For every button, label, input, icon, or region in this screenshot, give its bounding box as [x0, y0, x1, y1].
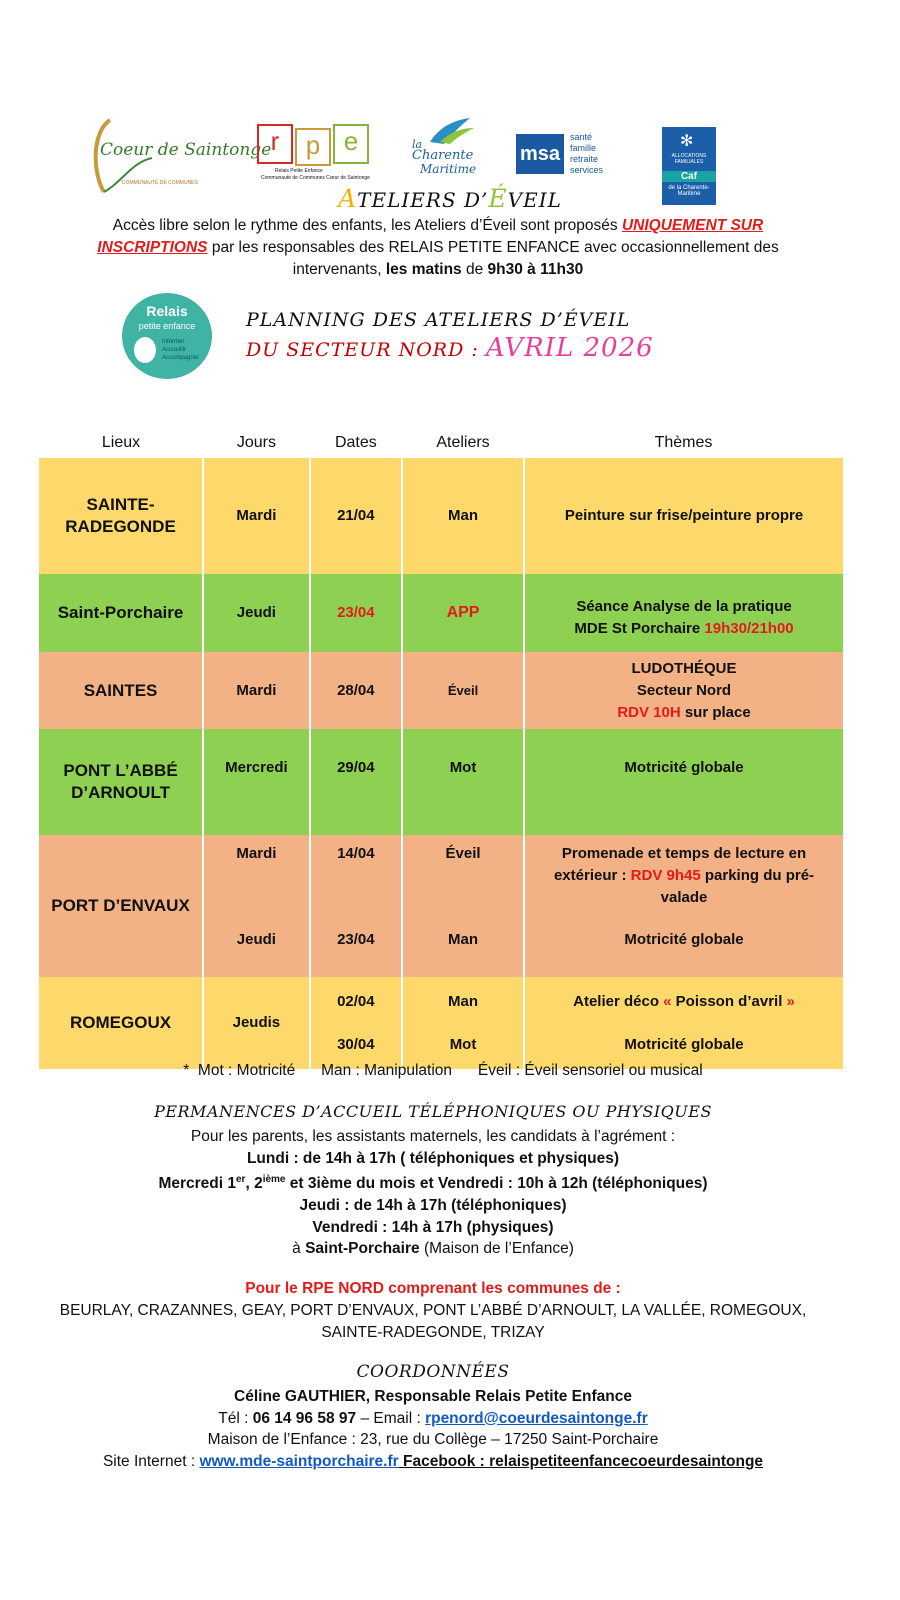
intro-text-3: de — [461, 261, 488, 278]
legend: * Mot : Motricité Man : Manipulation Éveil : Éveil sensoriel ou musical — [183, 1062, 703, 1079]
communes-block — [0, 1278, 866, 1344]
charente-maritime-logo — [410, 116, 480, 178]
relais-petite-enfance-logo — [122, 293, 212, 379]
theme-hours: 19h30/21h00 — [704, 620, 794, 637]
msa-logo — [516, 132, 628, 176]
row-date: 21/04 — [310, 458, 402, 574]
charente-la: la — [412, 138, 423, 151]
title-a: A — [338, 184, 358, 213]
table-row — [39, 835, 843, 977]
header-dates: Dates — [334, 434, 377, 451]
row-theme — [524, 977, 843, 1069]
coeur-logo-sub: COMMUNAUTÉ DE COMMUNES — [122, 180, 198, 186]
rpe-letter-p: p — [295, 128, 331, 166]
row-lieu: SAINTE-RADEGONDE — [39, 458, 203, 574]
mercredi-text: , 2 — [245, 1175, 263, 1193]
table-row — [39, 977, 843, 1069]
theme-rdv: RDV 10H — [617, 703, 681, 721]
coordonnees-block — [0, 1386, 866, 1472]
lieu-town: Saint-Porchaire — [305, 1240, 420, 1258]
msa-line-3: retraite — [570, 154, 599, 164]
hand-icon — [134, 337, 156, 363]
row-lieu: PORT D’ENVAUX — [39, 835, 203, 977]
maritime-name: Maritime — [420, 162, 477, 176]
theme-line: Secteur Nord — [636, 681, 732, 699]
ateliers-title — [0, 184, 900, 213]
rpe-letter-r: r — [257, 124, 293, 164]
row-theme — [524, 574, 843, 652]
row-date: 28/04 — [310, 652, 402, 729]
rpe-logo — [255, 124, 370, 186]
planning-line-2 — [246, 334, 654, 364]
permanence-lundi: Lundi : de 14h à 17h ( téléphoniques et physiques) — [246, 1149, 620, 1167]
row-jour: Jeudis — [203, 977, 310, 1069]
intro-matins: les matins — [385, 261, 462, 278]
rpe-sub1: Relais Petite Enfance — [275, 168, 323, 174]
mercredi-text: et 3ième du mois et Vendredi : 10h à 12h (téléphoniques) — [285, 1175, 708, 1193]
row-lieu: PONT L’ABBÉ D’ARNOULT — [39, 729, 203, 835]
title-mid: TELIERS D’ — [357, 188, 489, 212]
sub-atelier: Éveil — [445, 845, 481, 862]
row-atelier — [402, 835, 524, 977]
communes-title: Pour le RPE NORD comprenant les communes de : — [245, 1280, 621, 1297]
contact-name: Céline GAUTHIER, Responsable Relais Petite Enfance — [234, 1388, 632, 1405]
sub-jour: Mardi — [236, 845, 277, 862]
row-atelier: Éveil — [402, 652, 524, 729]
table-row — [39, 729, 843, 835]
row-theme — [524, 835, 843, 977]
row-jour: Mardi — [203, 652, 310, 729]
theme-line: LUDOTHÉQUE — [631, 659, 737, 677]
caf-line-2: Caf — [662, 171, 716, 182]
title-e: É — [488, 184, 508, 213]
mercredi-text: Mercredi 1 — [158, 1175, 236, 1193]
header-ateliers: Ateliers — [436, 434, 490, 451]
row-date — [310, 835, 402, 977]
planning-table — [39, 428, 843, 1069]
planning-line-1: PLANNING DES ATELIERS D’ÉVEIL — [246, 309, 631, 331]
tel-label: Tél : — [218, 1409, 253, 1427]
table-row — [39, 458, 843, 574]
quote-close: » — [786, 992, 795, 1010]
permanence-mercredi — [0, 1169, 866, 1195]
permanences-title: PERMANENCES D’ACCUEIL TÉLÉPHONIQUES OU PHYSIQUES — [154, 1102, 712, 1121]
header-lieux: Lieux — [101, 434, 141, 451]
web-line — [0, 1451, 866, 1473]
row-lieu: ROMEGOUX — [39, 977, 203, 1069]
site-label: Site Internet : — [102, 1452, 200, 1470]
phone-number[interactable]: 06 14 96 58 97 — [252, 1409, 357, 1427]
sub-theme — [531, 991, 837, 1034]
row-theme: Peinture sur frise/peinture propre — [524, 458, 843, 574]
table-row — [39, 574, 843, 652]
row-jour — [203, 835, 310, 977]
sup-er: er — [236, 1174, 246, 1186]
facebook-link[interactable]: Facebook : relaispetiteenfancecoeurdesaintonge — [398, 1452, 764, 1470]
sub-atelier: Mot — [449, 1035, 477, 1053]
header-jours: Jours — [236, 434, 276, 451]
row-atelier: APP — [402, 574, 524, 652]
table-header-row — [39, 428, 843, 458]
theme-text: Atelier déco — [573, 992, 664, 1010]
planning-secteur: DU SECTEUR NORD : — [246, 339, 486, 361]
website-link[interactable]: www.mde-saintporchaire.fr — [199, 1452, 399, 1470]
intro-inscriptions: UNIQUEMENT SUR INSCRIPTIONS — [97, 217, 764, 256]
intro-text-2: par les responsables des RELAIS PETITE ENFANCE avec occasionnellement des intervenants, — [207, 239, 779, 278]
relais-informer: Informer — [162, 339, 185, 345]
sub-theme: Motricité globale — [624, 931, 744, 948]
row-lieu: Saint-Porchaire — [39, 574, 203, 652]
row-date — [310, 977, 402, 1069]
coordonnees-title: COORDONNÉES — [356, 1362, 510, 1382]
permanence-vendredi: Vendredi : 14h à 17h (physiques) — [312, 1218, 554, 1236]
msa-line-2: famille — [570, 143, 597, 153]
permanences-block — [0, 1126, 866, 1260]
row-theme: Motricité globale — [524, 729, 843, 835]
relais-petite-enfance: petite enfance — [138, 321, 196, 331]
communes-line-2: SAINTE-RADEGONDE, TRIZAY — [321, 1324, 545, 1341]
communes-line-1: BEURLAY, CRAZANNES, GEAY, PORT D’ENVAUX, PONT L’ABBÉ D’ARNOULT, LA VALLÉE, ROMEGOUX, — [59, 1302, 807, 1319]
lieu-text: (Maison de l’Enfance) — [419, 1240, 574, 1258]
row-date: 23/04 — [310, 574, 402, 652]
sub-date: 23/04 — [337, 931, 375, 948]
sub-date: 02/04 — [337, 992, 375, 1010]
row-atelier: Man — [402, 458, 524, 574]
theme-text: Poisson d’avril — [671, 992, 787, 1010]
caf-line-1: ALLOCATIONS FAMILIALES — [671, 153, 707, 165]
theme-line: Séance Analyse de la pratique — [576, 598, 792, 615]
rpe-sub2: Communauté de Communes Cœur de Saintonge — [261, 175, 370, 181]
msa-line-1: santé — [570, 132, 593, 142]
title-end: VEIL — [507, 188, 562, 212]
row-jour: Mardi — [203, 458, 310, 574]
row-atelier: Mot — [402, 729, 524, 835]
email-label: – Email : — [356, 1409, 426, 1427]
row-jour: Jeudi — [203, 574, 310, 652]
table-row — [39, 652, 843, 729]
msa-line-4: services — [570, 165, 604, 175]
email-link[interactable]: rpenord@coeurdesaintonge.fr — [425, 1409, 648, 1427]
theme-text: sur place — [680, 703, 751, 721]
sub-theme: Motricité globale — [624, 1035, 744, 1053]
contact-line — [0, 1408, 866, 1430]
caf-line-3: de la Charente-Maritime — [668, 185, 710, 197]
row-atelier — [402, 977, 524, 1069]
sub-date: 30/04 — [337, 1035, 375, 1053]
row-theme — [524, 652, 843, 729]
rpe-letter-e: e — [333, 124, 369, 164]
row-lieu: SAINTES — [39, 652, 203, 729]
theme-text: parking du pré-valade — [660, 867, 815, 906]
planning-title — [246, 306, 654, 364]
theme-line — [531, 702, 837, 724]
sub-atelier: Man — [448, 992, 479, 1010]
permanences-intro: Pour les parents, les assistants maternels, les candidats à l’agrément : — [190, 1128, 676, 1145]
row-date: 29/04 — [310, 729, 402, 835]
sub-theme — [531, 843, 837, 929]
relais-accueillir: Accueillir — [162, 347, 187, 353]
caf-family-icon: ✻ — [680, 133, 694, 150]
sub-date: 14/04 — [337, 845, 375, 862]
theme-text: MDE St Porchaire — [574, 620, 705, 637]
theme-text: Promenade et temps de lecture en extérieur : — [553, 845, 807, 884]
relais-accompagner: Accompagner — [162, 355, 200, 361]
msa-mark: msa — [516, 134, 564, 174]
address: Maison de l’Enfance : 23, rue du Collège – 17250 Saint-Porchaire — [207, 1431, 659, 1449]
row-jour: Mercredi — [203, 729, 310, 835]
theme-rdv: RDV 9h45 — [630, 867, 701, 884]
lieu-text: à — [292, 1240, 306, 1258]
intro-paragraph — [88, 215, 788, 281]
intro-hours: 9h30 à 11h30 — [487, 261, 584, 278]
relais-word: Relais — [146, 303, 188, 319]
intro-text-1: Accès libre selon le rythme des enfants, les Ateliers d’Éveil sont proposés — [112, 217, 622, 234]
header-themes: Thèmes — [654, 434, 713, 451]
coeur-logo-text: Coeur de Saintonge — [100, 140, 272, 160]
permanence-jeudi: Jeudi : de 14h à 17h (téléphoniques) — [299, 1196, 567, 1214]
planning-month: AVRIL 2026 — [485, 333, 654, 363]
sub-atelier: Man — [448, 931, 479, 948]
sup-ieme: ième — [262, 1174, 286, 1186]
quote-open: « — [663, 992, 672, 1010]
permanence-lieu — [0, 1238, 866, 1260]
charente-name: Charente — [412, 148, 474, 163]
theme-line — [531, 618, 837, 640]
sub-jour: Jeudi — [236, 931, 276, 948]
